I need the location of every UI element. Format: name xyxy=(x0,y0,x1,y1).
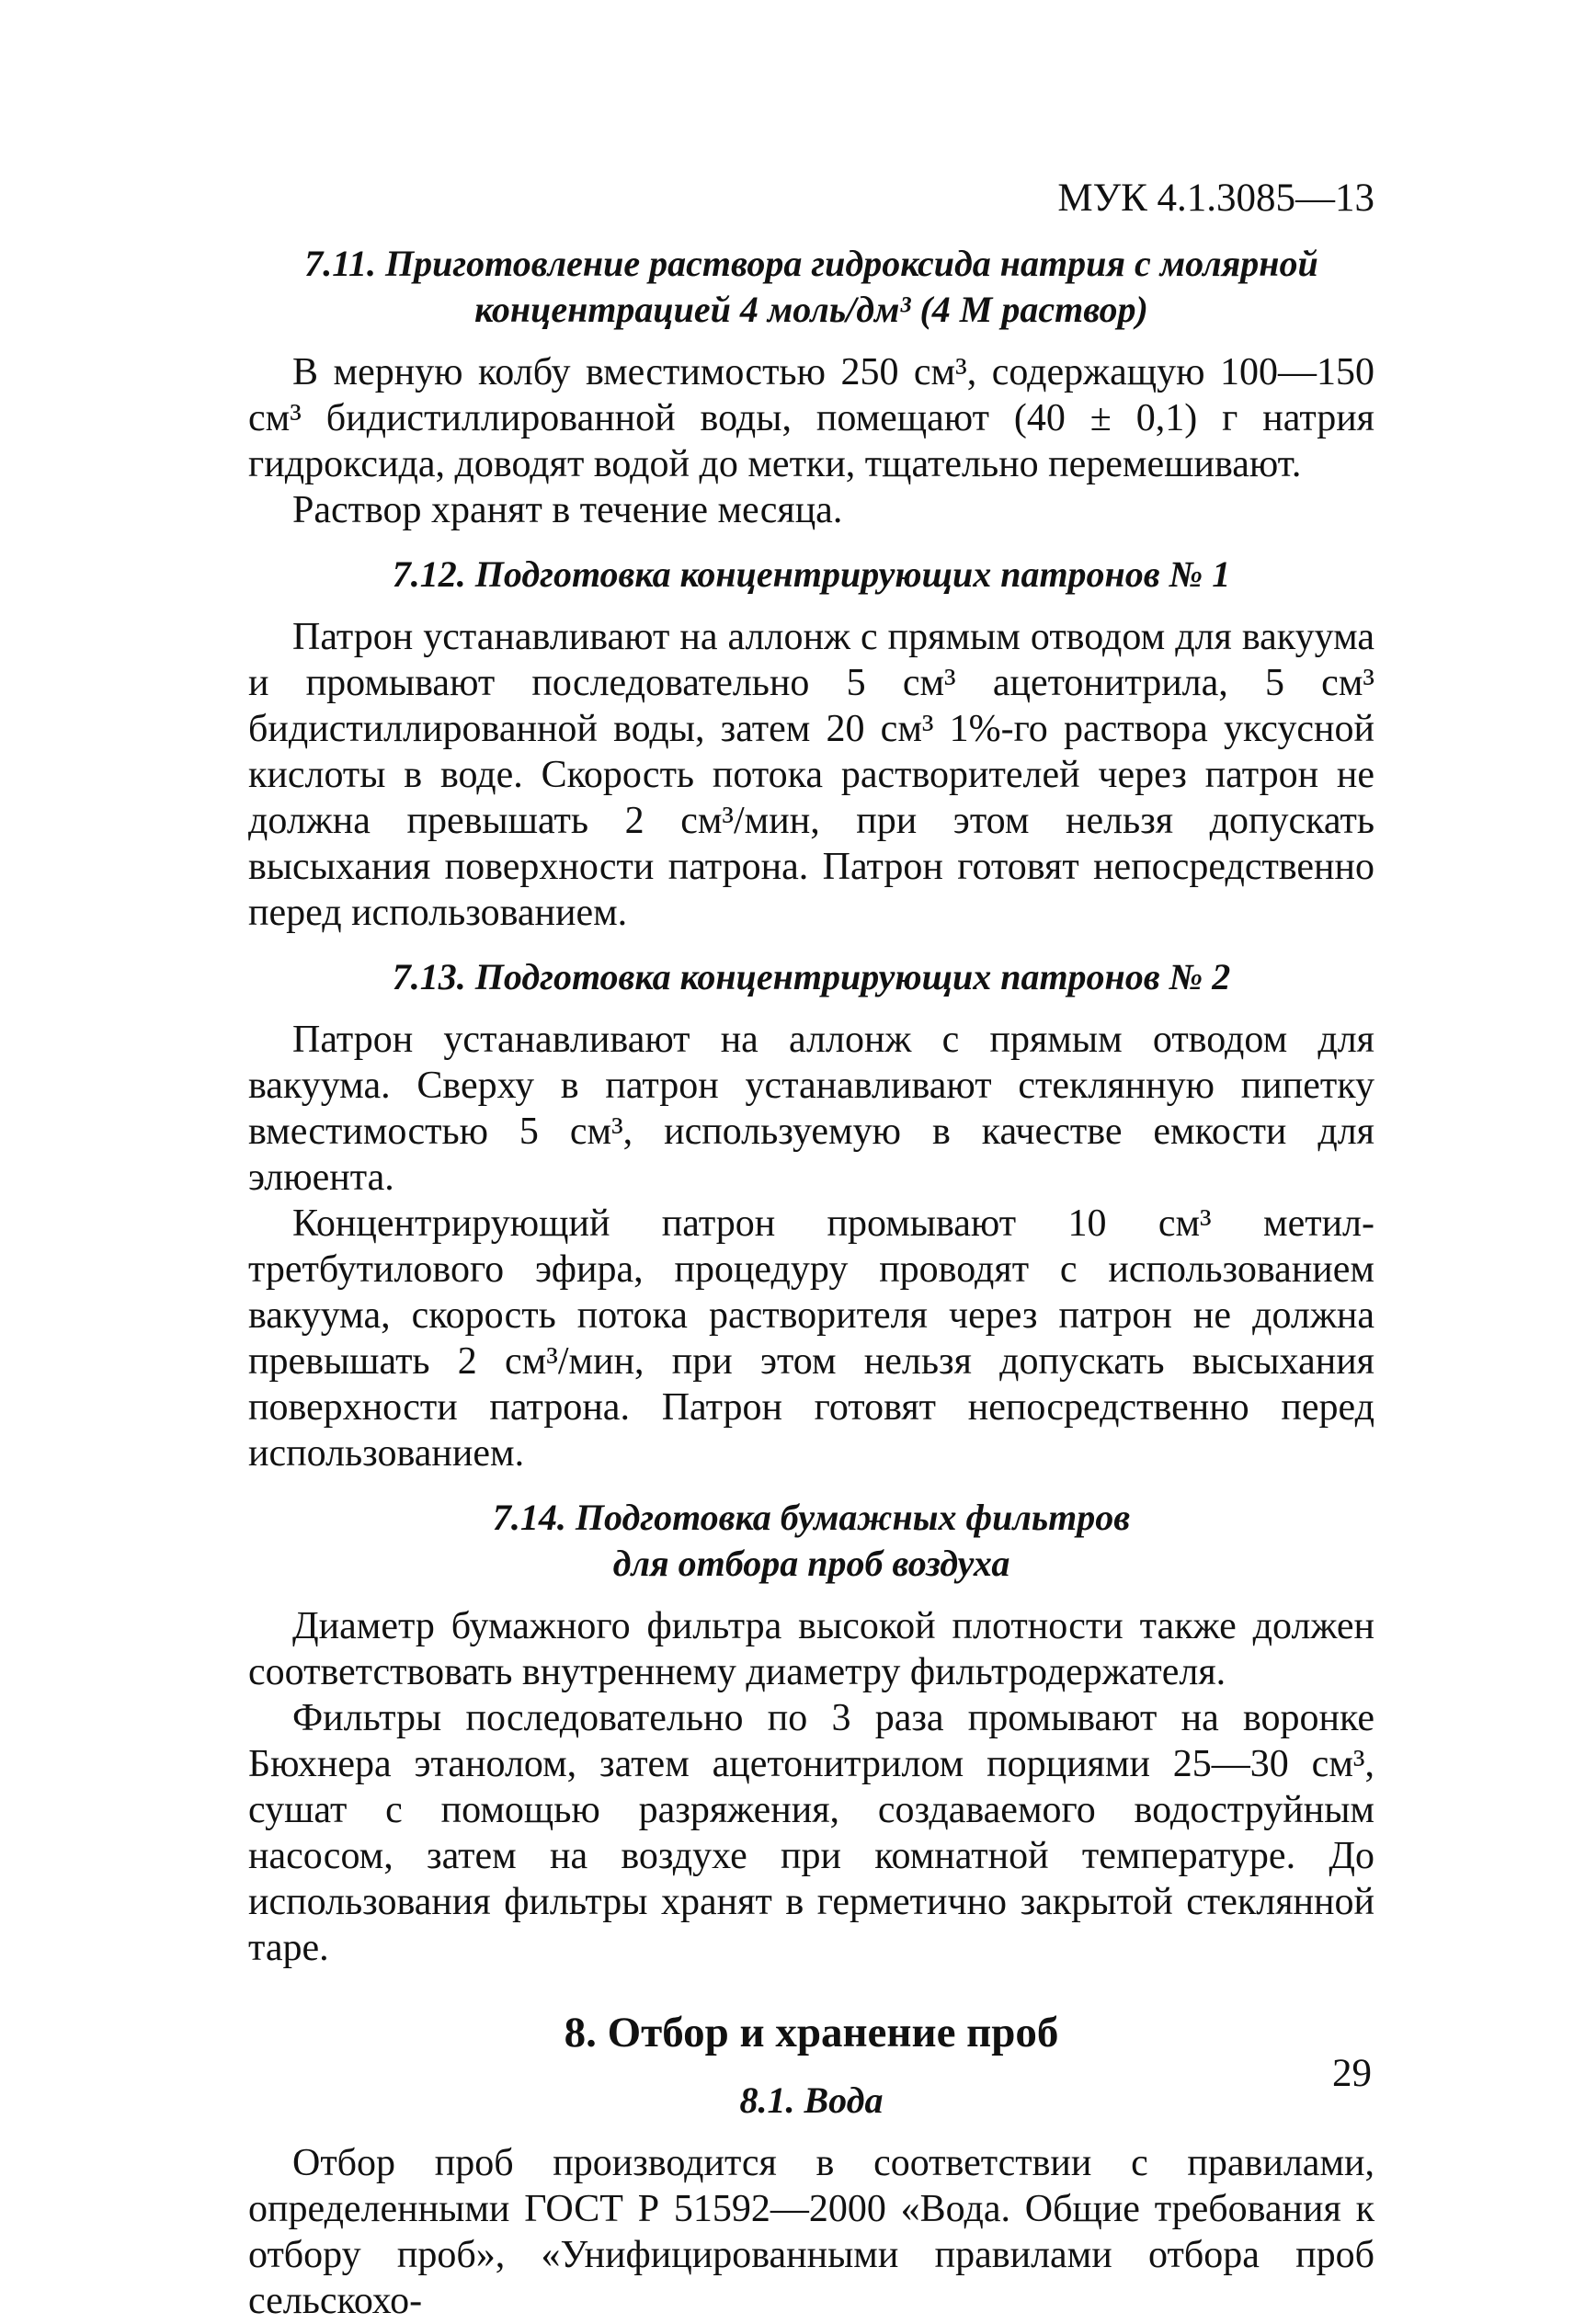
section-8-1-title: 8.1. Вода xyxy=(739,2079,884,2121)
section-7-13-paragraph-2: Концентрирующий патрон промывают 10 см³ метил-третбутилового эфира, процедуру проводят с использованием вакуума, скорость потока растворителя через патрон не должна превышать 2 см³/мин, при этом нельзя допускать высыхания поверхности патрона. Патрон готовят непосредственно перед использованием. xyxy=(248,1202,1374,1475)
section-7-11-title-line2: концентрацией 4 моль/дм³ (4 М раствор) xyxy=(474,289,1148,330)
section-7-14-title xyxy=(248,1495,1374,1587)
section-7-11-paragraph-1: В мерную колбу вместимостью 250 см³, содержащую 100—150 см³ бидистиллированной воды, помещают (40 ± 0,1) г натрия гидроксида, доводят водой до метки, тщательно перемешивают. xyxy=(248,351,1374,485)
page-number: 29 xyxy=(1332,2052,1372,2095)
section-7-11-paragraph-2: Раствор хранят в течение месяца. xyxy=(292,489,843,531)
document-page xyxy=(248,175,1374,2324)
section-8-1-paragraph-1: Отбор проб производится в соответствии с правилами, определенными ГОСТ Р 51592—2000 «Вода. Общие требования к отбору проб», «Унифицированными правилами отбора проб сельскохо- xyxy=(248,2142,1374,2322)
section-7-14-paragraph-1: Диаметр бумажного фильтра высокой плотности также должен соответствовать внутреннему диаметру фильтродержателя. xyxy=(248,1605,1374,1693)
section-7-14-title-line2: для отбора проб воздуха xyxy=(612,1543,1010,1584)
section-7-13-paragraph-1: Патрон устанавливают на аллонж с прямым отводом для вакуума. Сверху в патрон устанавливают стеклянную пипетку вместимостью 5 см³, используемую в качестве емкости для элюента. xyxy=(248,1019,1374,1199)
section-7-11-title xyxy=(248,241,1374,333)
section-7-13-title: 7.13. Подготовка концентрирующих патронов № 2 xyxy=(392,956,1231,997)
section-7-14-title-line1: 7.14. Подготовка бумажных фильтров xyxy=(492,1497,1131,1538)
section-7-14-paragraph-2: Фильтры последовательно по 3 раза промывают на воронке Бюхнера этанолом, затем ацетонитрилом порциями 25—30 см³, сушат с помощью разряжения, создаваемого водоструйным насосом, затем на воздухе при комнатной температуре. До использования фильтры хранят в герметично закрытой стеклянной таре. xyxy=(248,1697,1374,1969)
section-8-title: 8. Отбор и хранение проб xyxy=(564,2009,1059,2056)
section-7-11-title-line1: 7.11. Приготовление раствора гидроксида натрия с молярной xyxy=(304,243,1318,284)
document-code-header: МУК 4.1.3085—13 xyxy=(1057,177,1374,220)
section-7-12-title: 7.12. Подготовка концентрирующих патронов № 1 xyxy=(392,553,1231,595)
section-7-12-paragraph-1: Патрон устанавливают на аллонж с прямым отводом для вакуума и промывают последовательно 5 см³ ацетонитрила, 5 см³ бидистиллированной воды, затем 20 см³ 1%-го раствора уксусной кислоты в воде. Скорость потока растворителей через патрон не должна превышать 2 см³/мин, при этом нельзя допускать высыхания поверхности патрона. Патрон готовят непосредственно перед использованием. xyxy=(248,616,1374,934)
